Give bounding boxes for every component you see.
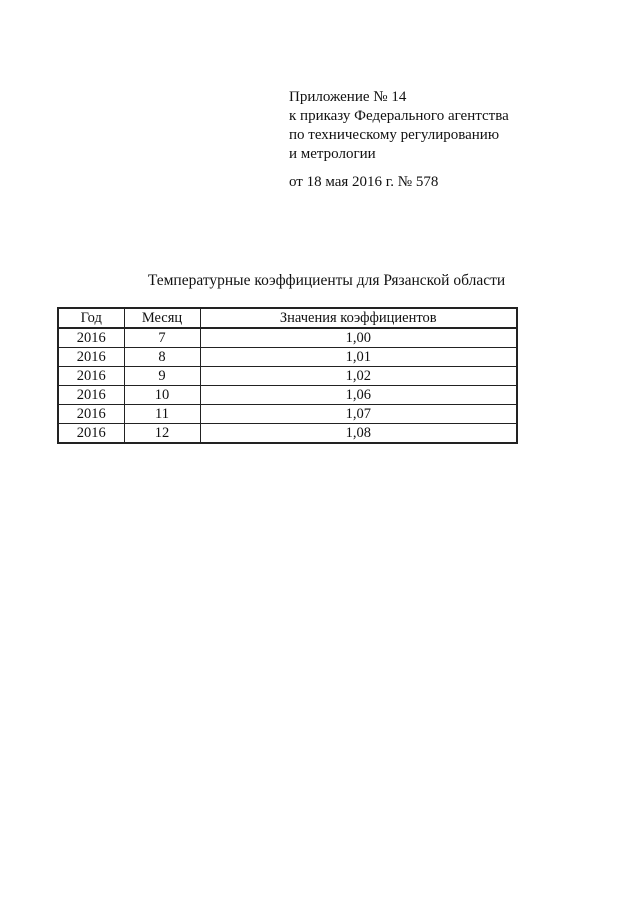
cell-year: 2016: [58, 367, 124, 386]
cell-value: 1,00: [200, 328, 517, 348]
column-header-value: Значения коэффициентов: [200, 308, 517, 328]
cell-month: 9: [124, 367, 200, 386]
column-header-month: Месяц: [124, 308, 200, 328]
table-row: [58, 328, 517, 348]
table-row: [58, 424, 517, 444]
order-date: от 18 мая 2016 г. № 578: [289, 174, 439, 190]
cell-year: 2016: [58, 405, 124, 424]
cell-year: 2016: [58, 424, 124, 444]
cell-year: 2016: [58, 328, 124, 348]
coefficients-table: [57, 307, 518, 444]
table-row: [58, 348, 517, 367]
cell-month: 10: [124, 386, 200, 405]
table-row: [58, 386, 517, 405]
appendix-number: Приложение № 14: [289, 89, 407, 105]
cell-month: 12: [124, 424, 200, 444]
order-reference-line: к приказу Федерального агентства: [289, 108, 509, 124]
table-row: [58, 405, 517, 424]
cell-month: 11: [124, 405, 200, 424]
cell-month: 8: [124, 348, 200, 367]
document-title: Температурные коэффициенты для Рязанской области: [147, 272, 506, 289]
cell-value: 1,08: [200, 424, 517, 444]
cell-month: 7: [124, 328, 200, 348]
agency-name-line-2: и метрологии: [289, 146, 376, 162]
document-title-wrapper: [0, 271, 640, 291]
cell-value: 1,06: [200, 386, 517, 405]
cell-value: 1,01: [200, 348, 517, 367]
table-header-row: [58, 308, 517, 328]
cell-year: 2016: [58, 386, 124, 405]
table-row: [58, 367, 517, 386]
cell-value: 1,02: [200, 367, 517, 386]
agency-name-line: по техническому регулированию: [289, 127, 500, 143]
appendix-header: [289, 88, 509, 192]
cell-year: 2016: [58, 348, 124, 367]
cell-value: 1,07: [200, 405, 517, 424]
column-header-year: Год: [58, 308, 124, 328]
